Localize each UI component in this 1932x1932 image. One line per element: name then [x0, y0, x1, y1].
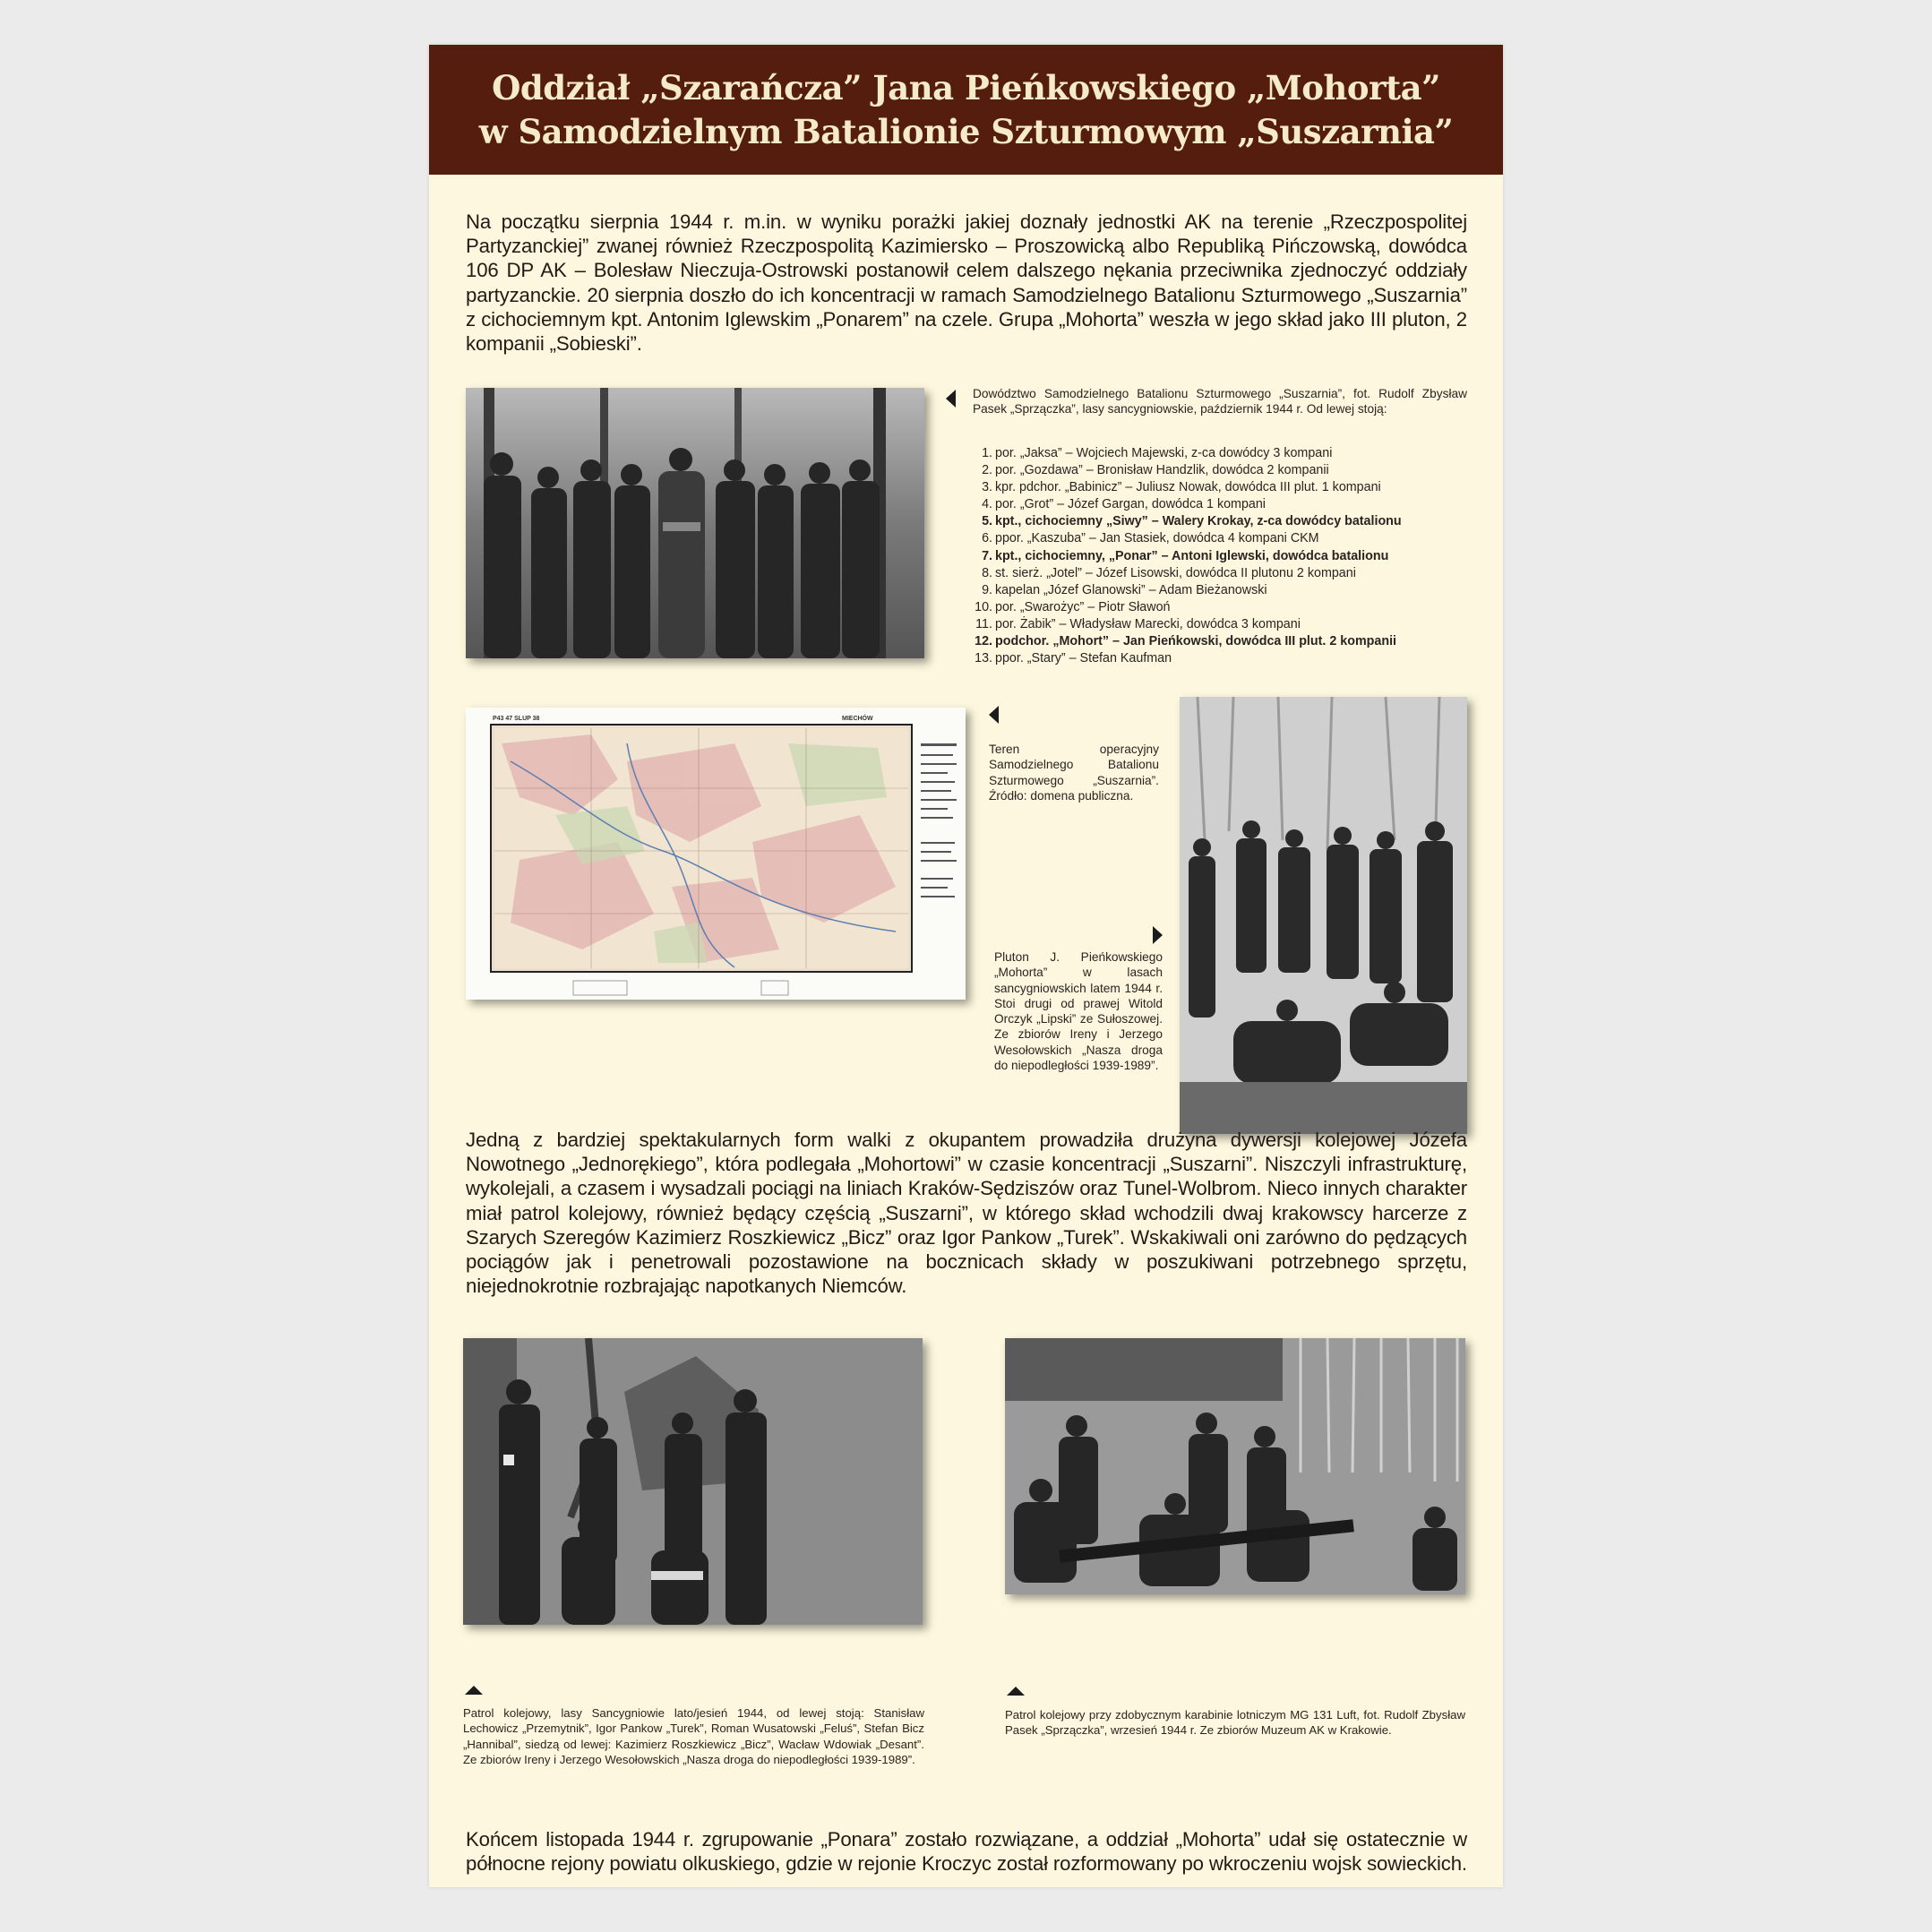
- pointer-arrow-left: [946, 390, 956, 408]
- mg-photo: [1005, 1338, 1465, 1594]
- pointer-arrow-up: [1007, 1687, 1025, 1696]
- map-title-label: MIECHÓW: [842, 716, 873, 722]
- list-item: 8. st. sierż. „Jotel” – Józef Lisowski, dowódca II plutonu 2 kompani: [982, 565, 1356, 580]
- title-line-1: Oddział „Szarańcza” Jana Pieńkowskiego „Mohorta”: [492, 67, 1440, 107]
- intro-paragraph: Na początku sierpnia 1944 r. m.in. w wyniku porażki jakiej doznały jednostki AK na terenie „Rzeczpospolitej Partyzanckiej” zwanej również Rzeczpospolitą Kazimiersko – Proszowicką albo Republiką Pińczowską, dowódca 106 DP AK – Bolesław Nieczuja-Ostrowski postanowił celem dalszego nękania przeciwnika zjednoczyć oddziały partyzanckie. 20 sierpnia doszło do ich koncentracji w ramach Samodzielnego Batalionu Szturmowego „Suszarnia” z cichociemnym kpt. Antonim Iglewskim „Ponarem” na czele. Grupa „Mohorta” weszła w jego skład jako III pluton, 2 kompanii „Sobieski”.: [466, 210, 1467, 356]
- map-caption: Teren operacyjny Samodzielnego Batalionu Szturmowego „Suszarnia”. Źródło: domena publiczna.: [989, 743, 1159, 803]
- rail-patrol-photo: [463, 1338, 923, 1625]
- list-item: 4. por. „Grot” – Józef Gargan, dowódca 1 kompani: [982, 497, 1266, 512]
- platoon-photo-caption: Pluton J. Pieńkowskiego „Mohorta” w lasach sancygniowskich latem 1944 r. Stoi drugi od prawej Witold Orczyk „Lipski” ze Sułoszowej. Ze zbiorów Ireny i Jerzego Wesołowskich „Nasza droga do niepodległości 1939-1989”.: [994, 950, 1163, 1073]
- list-item: 13. ppor. „Stary” – Stefan Kaufman: [975, 651, 1172, 666]
- list-item: 6. ppor. „Kaszuba” – Jan Stasiek, dowódca 4 kompani CKM: [982, 531, 1319, 546]
- platoon-photo: [1180, 697, 1467, 1134]
- list-item: 10. por. „Swarożyc” – Piotr Sławoń: [975, 599, 1171, 614]
- rail-patrol-caption: Patrol kolejowy, lasy Sancygniowie lato/jesień 1944, od lewej stoją: Stanisław Lechowicz „Przemytnik”, Igor Pankow „Turek”, Roman Wusatowski „Feluś”, Stefan Bicz „Hannibal”, siedzą od lewej: Kazimierz Roszkiewicz „Bicz”, Wacław Wdowiak „Desant”. Ze zbiorów Ireny i Jerzego Wesołowskich „Nasza droga do niepodległości 1939-1989”.: [463, 1706, 924, 1766]
- mg-photo-caption: Patrol kolejowy przy zdobycznym karabinie lotniczym MG 131 Luft, fot. Rudolf Zbysław Pasek „Sprzączka”, wrzesień 1944 r. Ze zbiorów Muzeum AK w Krakowie.: [1005, 1708, 1465, 1738]
- command-photo-caption: Dowództwo Samodzielnego Batalionu Szturmowego „Suszarnia”, fot. Rudolf Zbysław Pasek „Sprzączka”, lasy sancygniowskie, październik 1944 r. Od lewej stoją:: [973, 387, 1467, 416]
- command-personnel-list: [966, 445, 1467, 667]
- command-photo: [466, 388, 924, 658]
- list-item: 9. kapelan „Józef Glanowski” – Adam Bieżanowski: [982, 582, 1267, 597]
- list-item: 7. kpt., cichociemny, „Ponar” – Antoni Iglewski, dowódca batalionu: [982, 548, 1389, 563]
- closing-paragraph: Końcem listopada 1944 r. zgrupowanie „Ponara” zostało rozwiązane, a oddział „Mohorta” udał się ostatecznie w północne rejony powiatu olkuskiego, gdzie w rejonie Kroczyc został rozformowany po wkroczeniu wojsk sowieckich.: [466, 1828, 1467, 1876]
- list-item: 5. kpt., cichociemny „Siwy” – Walery Krokay, z-ca dowódcy batalionu: [982, 514, 1402, 529]
- operational-area-map: [466, 708, 966, 1000]
- list-item: 3. kpr. pdchor. „Babinicz” – Juliusz Nowak, dowódca III plut. 1 kompani: [982, 480, 1381, 495]
- title-banner: [429, 45, 1503, 175]
- list-item: 12. podchor. „Mohort” – Jan Pieńkowski, dowódca III plut. 2 kompanii: [975, 634, 1397, 649]
- pointer-arrow-up: [465, 1686, 483, 1695]
- middle-paragraph: Jedną z bardziej spektakularnych form walki z okupantem prowadziła drużyna dywersji kolejowej Józefa Nowotnego „Jednorękiego”, która podlegała „Mohortowi” w czasie koncentracji „Suszarni”. Niszczyli infrastrukturę, wykolejali, a czasem i wysadzali pociągi na liniach Kraków-Sędziszów oraz Tunel-Wolbrom. Nieco innych charakter miał patrol kolejowy, również będący częścią „Suszarni”, w którego skład wchodzili dwaj krakowscy harcerze z Szarych Szeregów Kazimierz Roszkiewicz „Bicz” oraz Igor Pankow „Turek”. Wskakiwali oni zarówno do pędzących pociągów jak i penetrowali pozostawione na bocznicach składy w poszukiwani potrzebnego sprzętu, niejednokrotnie rozbrajając napotkanych Niemców.: [466, 1129, 1467, 1298]
- pointer-arrow-right: [1153, 926, 1163, 944]
- title-line-2: w Samodzielnym Batalionie Szturmowym „Suszarnia”: [478, 111, 1454, 151]
- list-item: 2. por. „Gozdawa” – Bronisław Handzlik, dowódca 2 kompanii: [982, 463, 1329, 478]
- pointer-arrow-left: [989, 706, 999, 724]
- list-item: 11. por. Żabik” – Władysław Marecki, dowódca 3 kompani: [975, 616, 1301, 631]
- exhibition-board: [429, 45, 1503, 1887]
- map-sheet-label: P43 47 SLUP 38: [493, 716, 540, 722]
- list-item: 1. por. „Jaksa” – Wojciech Majewski, z-ca dowódcy 3 kompani: [982, 446, 1333, 460]
